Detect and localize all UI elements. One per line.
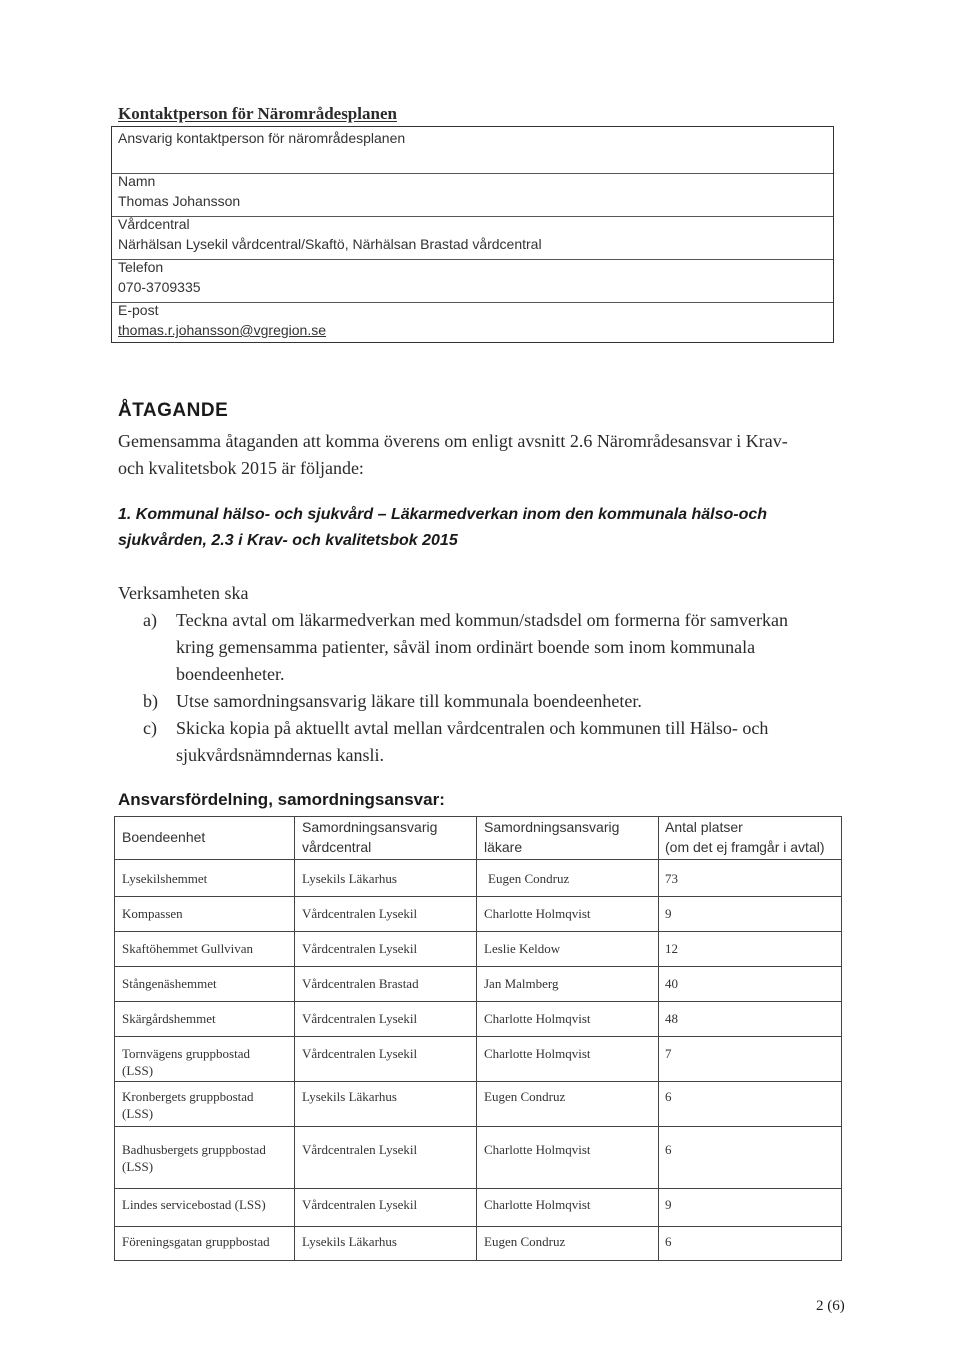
table-rule bbox=[114, 816, 115, 1261]
cell-center: Vårdcentralen Lysekil bbox=[302, 1011, 418, 1026]
name-value: Thomas Johansson bbox=[118, 193, 241, 209]
table-rule bbox=[114, 1126, 842, 1127]
cell-places: 73 bbox=[665, 871, 678, 886]
list-item-c bbox=[176, 715, 856, 769]
item-line: Teckna avtal om läkarmedverkan med kommun/stadsdel om formerna för samverkan bbox=[176, 610, 789, 630]
item-line: boendeenheter. bbox=[176, 664, 285, 684]
item-letter: b) bbox=[143, 691, 158, 711]
table-heading: Ansvarsfördelning, samordningsansvar: bbox=[118, 790, 445, 809]
cell-doctor: Eugen Condruz bbox=[488, 871, 570, 886]
phone-value: 070-3709335 bbox=[118, 279, 201, 295]
cell-doctor: Leslie Keldow bbox=[484, 941, 561, 956]
intro-line: Gemensamma åtaganden att komma överens om enligt avsnitt 2.6 Närområdesansvar i Krav- bbox=[118, 431, 788, 451]
cell-places: 6 bbox=[665, 1234, 672, 1249]
cell-doctor: Jan Malmberg bbox=[484, 976, 559, 991]
cell-unit: Kompassen bbox=[122, 906, 183, 921]
cell-places: 6 bbox=[665, 1142, 672, 1157]
cell-places: 6 bbox=[665, 1089, 672, 1104]
contact-email-row bbox=[112, 302, 833, 343]
contact-box bbox=[111, 126, 834, 343]
cell-places: 9 bbox=[665, 1197, 672, 1212]
contact-center-row bbox=[112, 216, 833, 260]
cell-doctor: Charlotte Holmqvist bbox=[484, 906, 591, 921]
cell-unit: Skärgårdshemmet bbox=[122, 1011, 216, 1026]
subheading-line: sjukvården, 2.3 i Krav- och kvalitetsbok 2015 bbox=[118, 532, 458, 549]
list-item-b bbox=[176, 688, 856, 715]
table-rule bbox=[114, 1081, 842, 1082]
cell-center: Vårdcentralen Brastad bbox=[302, 976, 419, 991]
intro-paragraph bbox=[118, 428, 848, 482]
page-number: 2 (6) bbox=[816, 1298, 845, 1314]
item-letter: a) bbox=[143, 610, 157, 630]
item-line: sjukvårdsnämndernas kansli. bbox=[176, 745, 384, 765]
cell-unit: Stångenäshemmet bbox=[122, 976, 217, 991]
email-link[interactable]: thomas.r.johansson@vgregion.se bbox=[118, 322, 326, 338]
intro-line: och kvalitetsbok 2015 är följande: bbox=[118, 458, 364, 478]
center-label: Vårdcentral bbox=[118, 216, 190, 232]
cell-doctor: Charlotte Holmqvist bbox=[484, 1197, 591, 1212]
header-cell: Antal platser (om det ej framgår i avtal) bbox=[665, 819, 825, 855]
cell-center: Vårdcentralen Lysekil bbox=[302, 906, 418, 921]
section-title: ÅTAGANDE bbox=[118, 400, 229, 421]
cell-places: 40 bbox=[665, 976, 678, 991]
header-cell: Boendeenhet bbox=[122, 829, 206, 845]
contact-title-row bbox=[112, 127, 833, 174]
table-rule bbox=[114, 1001, 842, 1002]
table-rule bbox=[114, 1260, 842, 1261]
cell-center: Lysekils Läkarhus bbox=[302, 871, 397, 886]
cell-unit: Föreningsgatan gruppbostad bbox=[122, 1234, 270, 1249]
subheading bbox=[118, 502, 858, 554]
table-rule bbox=[114, 1036, 842, 1037]
phone-label: Telefon bbox=[118, 259, 164, 275]
item-line: Utse samordningsansvarig läkare till kommunala boendeenheter. bbox=[176, 691, 642, 711]
cell-center: Vårdcentralen Lysekil bbox=[302, 1142, 418, 1157]
cell-doctor: Eugen Condruz bbox=[484, 1089, 566, 1104]
verksamheten-label: Verksamheten ska bbox=[118, 583, 249, 603]
center-value: Närhälsan Lysekil vårdcentral/Skaftö, Närhälsan Brastad vårdcentral bbox=[118, 236, 542, 252]
cell-center: Lysekils Läkarhus bbox=[302, 1234, 397, 1249]
contact-heading: Kontaktperson för Närområdesplanen bbox=[118, 104, 397, 123]
list-item-a bbox=[176, 607, 856, 688]
item-line: Skicka kopia på aktuellt avtal mellan vårdcentralen och kommunen till Hälso- och bbox=[176, 718, 769, 738]
table-rule bbox=[114, 1188, 842, 1189]
cell-unit: Lysekilshemmet bbox=[122, 871, 208, 886]
contact-phone-row bbox=[112, 259, 833, 303]
table-rule bbox=[841, 816, 842, 1261]
responsibility-table bbox=[114, 816, 842, 1261]
cell-unit: Tornvägens gruppbostad (LSS) bbox=[122, 1046, 250, 1078]
cell-center: Vårdcentralen Lysekil bbox=[302, 1046, 418, 1061]
cell-doctor: Eugen Condruz bbox=[484, 1234, 566, 1249]
subheading-line: 1. Kommunal hälso- och sjukvård – Läkarmedverkan inom den kommunala hälso-och bbox=[118, 506, 768, 523]
table-rule bbox=[294, 816, 295, 1261]
cell-places: 48 bbox=[665, 1011, 678, 1026]
item-line: kring gemensamma patienter, såväl inom ordinärt boende som inom kommunala bbox=[176, 637, 756, 657]
table-rule bbox=[114, 1226, 842, 1227]
name-label: Namn bbox=[118, 173, 156, 189]
contact-name-row bbox=[112, 173, 833, 217]
cell-doctor: Charlotte Holmqvist bbox=[484, 1011, 591, 1026]
header-cell: Samordningsansvarig läkare bbox=[484, 819, 620, 855]
cell-center: Lysekils Läkarhus bbox=[302, 1089, 397, 1104]
cell-unit: Lindes servicebostad (LSS) bbox=[122, 1197, 266, 1212]
cell-unit: Skaftöhemmet Gullvivan bbox=[122, 941, 254, 956]
cell-center: Vårdcentralen Lysekil bbox=[302, 1197, 418, 1212]
cell-doctor: Charlotte Holmqvist bbox=[484, 1046, 591, 1061]
cell-places: 9 bbox=[665, 906, 672, 921]
cell-doctor: Charlotte Holmqvist bbox=[484, 1142, 591, 1157]
contact-box-title: Ansvarig kontaktperson för närområdesplanen bbox=[118, 130, 406, 146]
header-cell: Samordningsansvarig vårdcentral bbox=[302, 819, 438, 855]
table-rule bbox=[114, 966, 842, 967]
cell-unit: Badhusbergets gruppbostad (LSS) bbox=[122, 1142, 266, 1174]
table-rule bbox=[114, 859, 842, 860]
table-rule bbox=[476, 816, 477, 1261]
table-rule bbox=[658, 816, 659, 1261]
cell-places: 7 bbox=[665, 1046, 672, 1061]
cell-places: 12 bbox=[665, 941, 678, 956]
cell-center: Vårdcentralen Lysekil bbox=[302, 941, 418, 956]
table-rule bbox=[114, 896, 842, 897]
cell-unit: Kronbergets gruppbostad (LSS) bbox=[122, 1089, 254, 1121]
item-letter: c) bbox=[143, 718, 157, 738]
email-label: E-post bbox=[118, 302, 159, 318]
table-rule bbox=[114, 931, 842, 932]
